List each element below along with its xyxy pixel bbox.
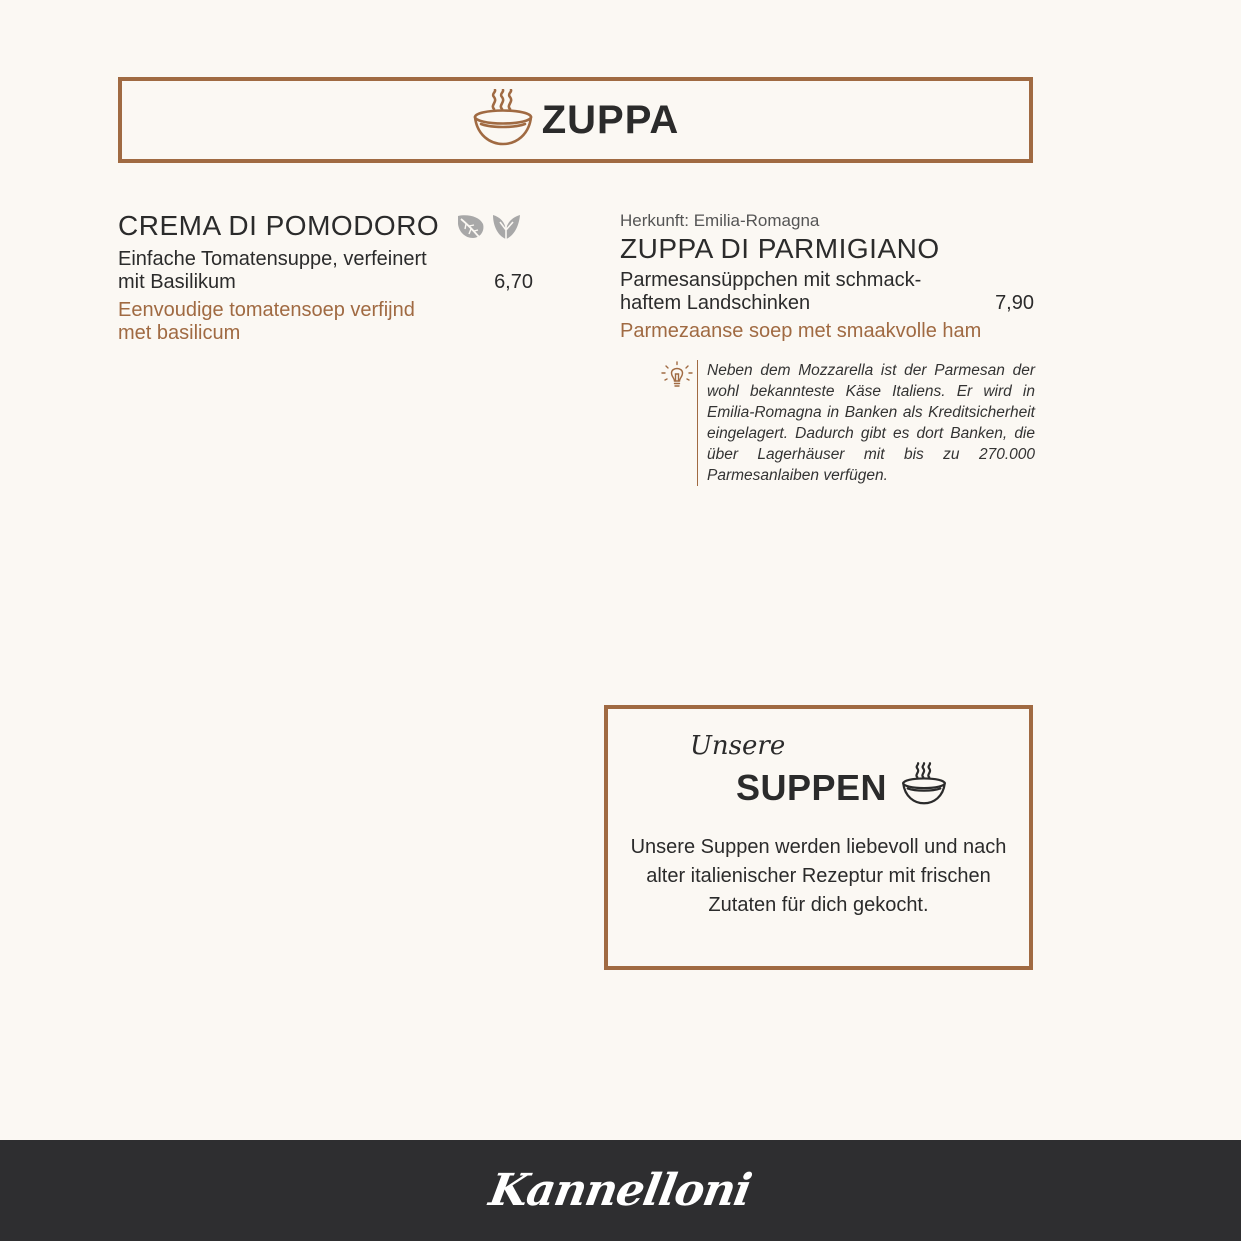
dish-description: Einfache Tomatensuppe, verfeinert mit Basilikum — [118, 248, 427, 293]
footer — [0, 1140, 1241, 1241]
dish-name: ZUPPA DI PARMIGIANO — [620, 233, 940, 264]
dish-price: 6,70 — [494, 271, 533, 293]
soup-bowl-icon — [472, 89, 534, 147]
menu-item-crema-di-pomodoro — [118, 210, 533, 345]
dish-name: CREMA DI POMODORO — [118, 210, 440, 241]
info-box-suppen — [604, 705, 1033, 970]
fact-text: Neben dem Mozzarella ist der Parmesan der wohl bekannteste Käse Italiens. Er wird in Emilia-Romagna in Banken als Kreditsicherheit eingelagert. Dadurch gibt es dort Banken, die über Lagerhäuser mit bis zu 270.000 Parmesanlaiben verfügen. — [697, 360, 1035, 486]
menu-item-zuppa-di-parmigiano — [620, 211, 1034, 343]
dish-translation: Parmezaanse soep met smaakvolle ham — [620, 320, 982, 342]
dish-description: Parmesansüppchen mit schmack- haftem Landschinken — [620, 269, 922, 314]
soup-bowl-icon — [901, 762, 947, 806]
dish-price: 7,90 — [995, 292, 1034, 314]
info-title: SUPPEN — [736, 767, 888, 808]
lightbulb-icon — [660, 360, 694, 390]
section-header — [118, 77, 1033, 163]
brand-logo: Kannelloni — [485, 1165, 756, 1216]
dish-origin: Herkunft: Emilia-Romagna — [620, 211, 820, 230]
info-script-title: Unsere — [690, 731, 786, 761]
vegan-leaf-icon — [491, 212, 521, 240]
vegetarian-leaf-icon — [455, 212, 485, 240]
dish-translation: Eenvoudige tomatensoep verfijnd met basilicum — [118, 299, 415, 344]
section-title: ZUPPA — [541, 97, 680, 142]
fun-fact — [660, 360, 1035, 486]
info-text: Unsere Suppen werden liebevoll und nach alter italienischer Rezeptur mit frischen Zutaten für dich gekocht. — [630, 836, 1007, 916]
